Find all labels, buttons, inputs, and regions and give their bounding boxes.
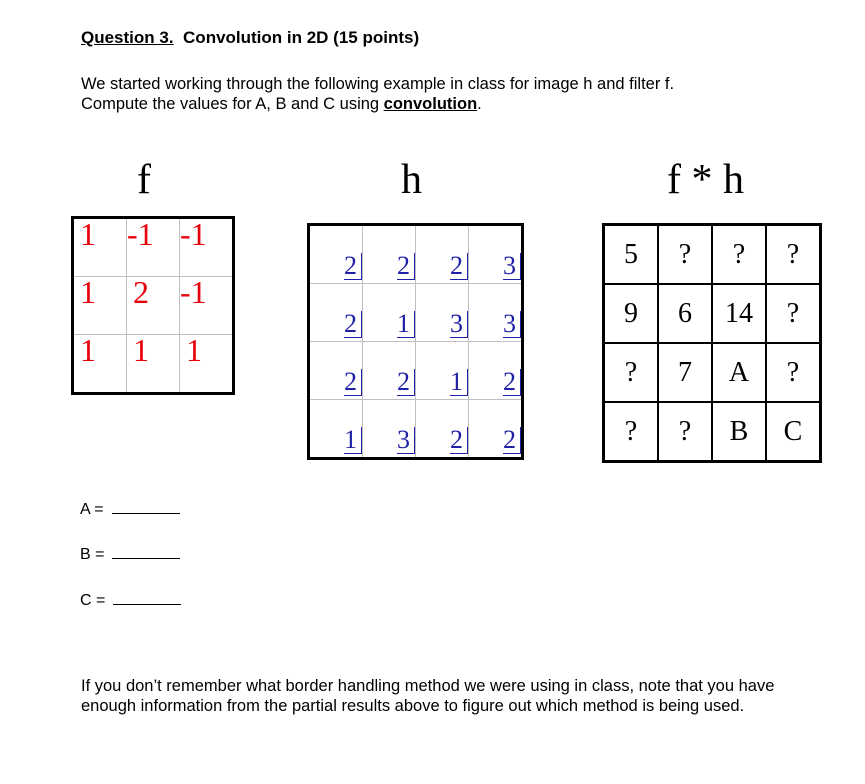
question-intro bbox=[81, 74, 674, 114]
filter-cell: -1 bbox=[127, 218, 180, 277]
answer-c bbox=[80, 592, 181, 610]
filter-cell: 1 bbox=[73, 218, 127, 277]
image-cell: 2 bbox=[363, 225, 416, 284]
image-cell: 1 bbox=[416, 342, 469, 400]
result-cell: ? bbox=[766, 284, 821, 343]
filter-matrix bbox=[71, 216, 235, 395]
image-cell: 3 bbox=[469, 284, 523, 342]
image-cell: 2 bbox=[416, 400, 469, 459]
image-cell: 2 bbox=[469, 342, 523, 400]
answer-a-blank[interactable] bbox=[112, 501, 180, 514]
filter-cell: 1 bbox=[180, 335, 234, 394]
answer-b bbox=[80, 546, 180, 564]
question-number: Question 3. bbox=[81, 28, 174, 47]
filter-cell: 1 bbox=[127, 335, 180, 394]
result-cell: ? bbox=[766, 225, 821, 285]
image-cell: 1 bbox=[363, 284, 416, 342]
result-cell: 7 bbox=[658, 343, 712, 402]
result-cell: 6 bbox=[658, 284, 712, 343]
border-handling-note: If you don’t remember what border handling method we were using in class, note that you have enough information from the partial results above to figure out which method is being used. bbox=[81, 677, 775, 715]
result-cell: ? bbox=[604, 402, 659, 462]
result-cell: 14 bbox=[712, 284, 766, 343]
image-cell: 1 bbox=[309, 400, 363, 459]
question-title bbox=[81, 28, 419, 48]
result-cell-A: A bbox=[712, 343, 766, 402]
image-cell: 2 bbox=[363, 342, 416, 400]
result-cell: ? bbox=[712, 225, 766, 285]
image-label: h bbox=[401, 157, 422, 203]
result-cell-B: B bbox=[712, 402, 766, 462]
answer-c-label: C = bbox=[80, 592, 106, 609]
result-cell: 5 bbox=[604, 225, 659, 285]
answer-c-blank[interactable] bbox=[113, 592, 181, 605]
image-cell: 2 bbox=[309, 225, 363, 284]
answer-b-label: B = bbox=[80, 546, 105, 563]
convolution-emphasis: convolution bbox=[383, 95, 478, 113]
result-cell: ? bbox=[604, 343, 659, 402]
result-cell: ? bbox=[766, 343, 821, 402]
result-cell-C: C bbox=[766, 402, 821, 462]
answer-b-blank[interactable] bbox=[112, 546, 180, 559]
image-cell: 3 bbox=[363, 400, 416, 459]
filter-cell: 2 bbox=[127, 277, 180, 335]
result-cell: ? bbox=[658, 225, 712, 285]
answer-a-label: A = bbox=[80, 501, 104, 518]
filter-cell: -1 bbox=[180, 277, 234, 335]
filter-cell: 1 bbox=[73, 277, 127, 335]
image-cell: 2 bbox=[309, 284, 363, 342]
result-label: f * h bbox=[667, 157, 744, 203]
image-cell: 3 bbox=[416, 284, 469, 342]
image-cell: 2 bbox=[309, 342, 363, 400]
filter-label: f bbox=[137, 157, 151, 203]
filter-cell: 1 bbox=[73, 335, 127, 394]
answer-a bbox=[80, 501, 180, 519]
image-cell: 2 bbox=[469, 400, 523, 459]
question-heading: Convolution in 2D (15 points) bbox=[183, 28, 420, 47]
image-cell: 2 bbox=[416, 225, 469, 284]
result-matrix bbox=[602, 223, 822, 463]
result-cell: 9 bbox=[604, 284, 659, 343]
image-matrix bbox=[307, 223, 524, 460]
intro-line-1: We started working through the following example in class for image h and filter f. bbox=[81, 75, 675, 93]
filter-cell: -1 bbox=[180, 218, 234, 277]
intro-line-2: Compute the values for A, B and C using convolution. bbox=[81, 95, 482, 113]
result-cell: ? bbox=[658, 402, 712, 462]
image-cell: 3 bbox=[469, 225, 523, 284]
